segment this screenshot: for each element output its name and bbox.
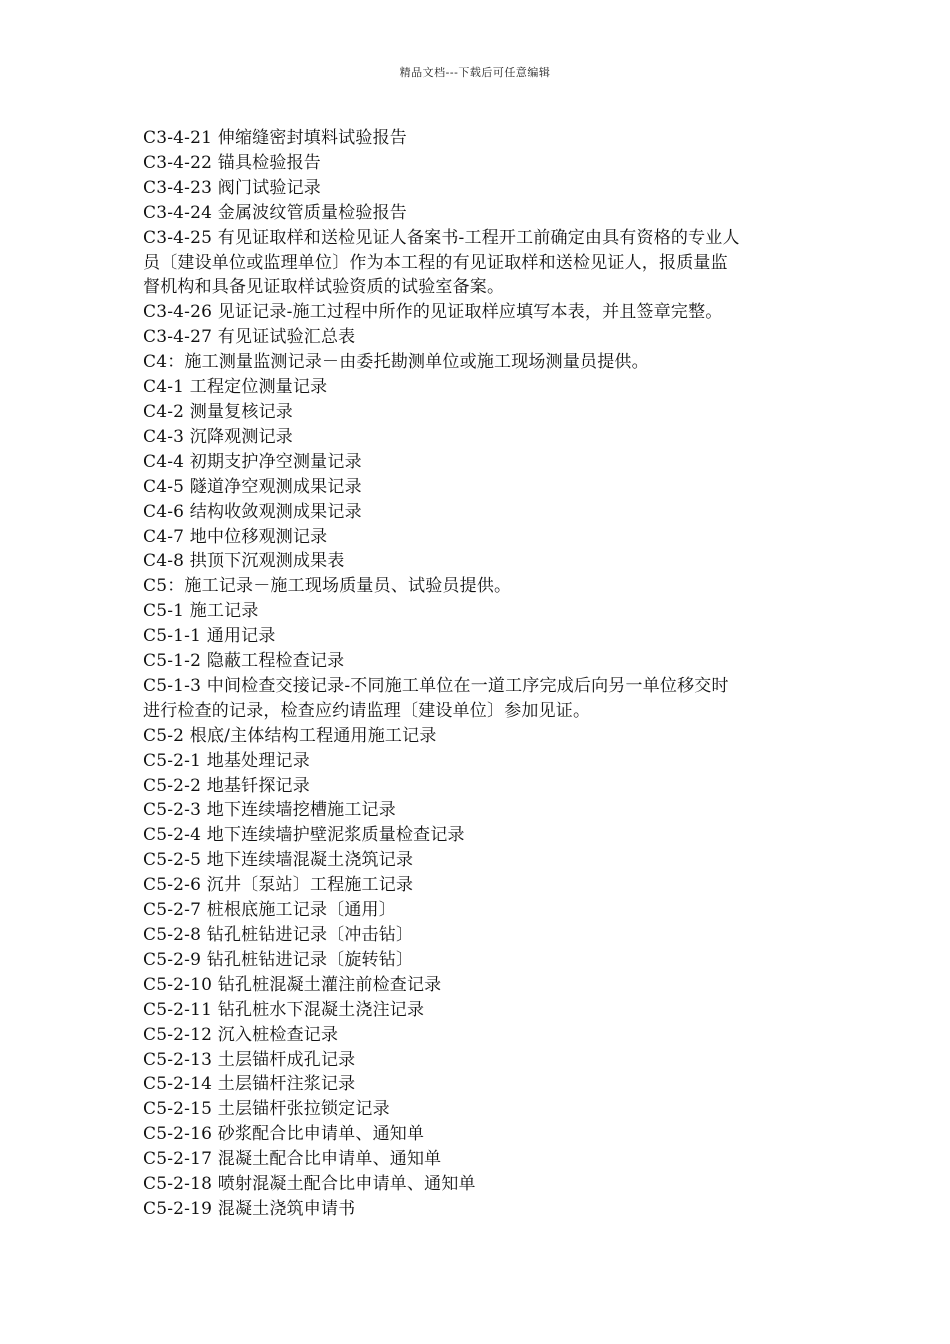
text-line: C5-2-9 钻孔桩钻进记录〔旋转钻〕 [143, 949, 414, 970]
text-line: C5-2-14 土层锚杆注浆记录 [143, 1074, 356, 1095]
text-line: C3-4-24 金属波纹管质量检验报告 [143, 202, 407, 223]
text-line: C3-4-23 阀门试验记录 [143, 177, 321, 198]
text-line: 进行检查的记录，检查应约请监理〔建设单位〕参加见证。 [143, 700, 591, 721]
text-line: C4-7 地中位移观测记录 [143, 526, 328, 547]
text-line: C5-2-11 钻孔桩水下混凝土浇注记录 [143, 999, 425, 1020]
text-line: C5-2-18 喷射混凝土配合比申请单、通知单 [143, 1174, 476, 1195]
text-line: C4-6 结构收敛观测成果记录 [143, 501, 362, 522]
text-line: C3-4-26 见证记录-施工过程中所作的见证取样应填写本表，并且签章完整。 [143, 302, 723, 323]
text-line: C4-4 初期支护净空测量记录 [143, 451, 362, 472]
text-line: C5-2-1 地基处理记录 [143, 750, 310, 771]
text-line: C5-1 施工记录 [143, 601, 259, 622]
text-line: 督机构和具备见证取样试验资质的试验室备案。 [143, 277, 505, 298]
text-line: 员〔建设单位或监理单位〕作为本工程的有见证取样和送检见证人，报质量监 [143, 252, 728, 273]
text-line: C5-1-2 隐蔽工程检查记录 [143, 651, 345, 672]
text-line: C5-2-17 混凝土配合比申请单、通知单 [143, 1149, 442, 1170]
text-line: C5-1-1 通用记录 [143, 626, 276, 647]
text-line: C5-2-16 砂浆配合比申请单、通知单 [143, 1124, 425, 1145]
page-header: 精品文档---下载后可任意编辑 [399, 66, 551, 79]
text-line: C5-2-7 桩根底施工记录〔通用〕 [143, 900, 396, 921]
section-heading-c5: C5：施工记录－施工现场质量员、试验员提供。 [143, 576, 512, 597]
text-line: C4-2 测量复核记录 [143, 401, 293, 422]
section-heading-c4: C4：施工测量监测记录－由委托勘测单位或施工现场测量员提供。 [143, 352, 649, 373]
text-line: C3-4-21 伸缩缝密封填料试验报告 [143, 128, 407, 148]
text-line: C5-1-3 中间检查交接记录-不同施工单位在一道工序完成后向另一单位移交时 [143, 675, 729, 696]
text-line: C5-2-10 钻孔桩混凝土灌注前检查记录 [143, 974, 442, 995]
text-line: C3-4-27 有见证试验汇总表 [143, 327, 356, 348]
text-line: C5-2-15 土层锚杆张拉锁定记录 [143, 1099, 390, 1120]
text-line: C3-4-25 有见证取样和送检见证人备案书-工程开工前确定由具有资格的专业人 [143, 227, 740, 248]
text-line: C5-2-6 沉井〔泵站〕工程施工记录 [143, 875, 414, 896]
text-line: C5-2-8 钻孔桩钻进记录〔冲击钻〕 [143, 925, 414, 945]
text-line: C5-2-19 混凝土浇筑申请书 [143, 1198, 356, 1219]
document-body [143, 126, 815, 1222]
text-line: C5-2-4 地下连续墙护壁泥浆质量检查记录 [143, 825, 465, 846]
text-line: C3-4-22 锚具检验报告 [143, 152, 321, 173]
text-line: C4-3 沉降观测记录 [143, 426, 293, 447]
text-line: C5-2-12 沉入桩检查记录 [143, 1024, 339, 1045]
text-line: C5-2-2 地基钎探记录 [143, 775, 310, 796]
text-line: C5-2-5 地下连续墙混凝土浇筑记录 [143, 850, 414, 871]
text-line: C4-1 工程定位测量记录 [143, 377, 328, 398]
text-line: C5-2-3 地下连续墙挖槽施工记录 [143, 800, 396, 821]
text-line: C5-2-13 土层锚杆成孔记录 [143, 1049, 356, 1070]
text-line: C4-5 隧道净空观测成果记录 [143, 476, 362, 497]
text-line: C4-8 拱顶下沉观测成果表 [143, 551, 345, 572]
text-line: C5-2 根底/主体结构工程通用施工记录 [143, 725, 437, 746]
